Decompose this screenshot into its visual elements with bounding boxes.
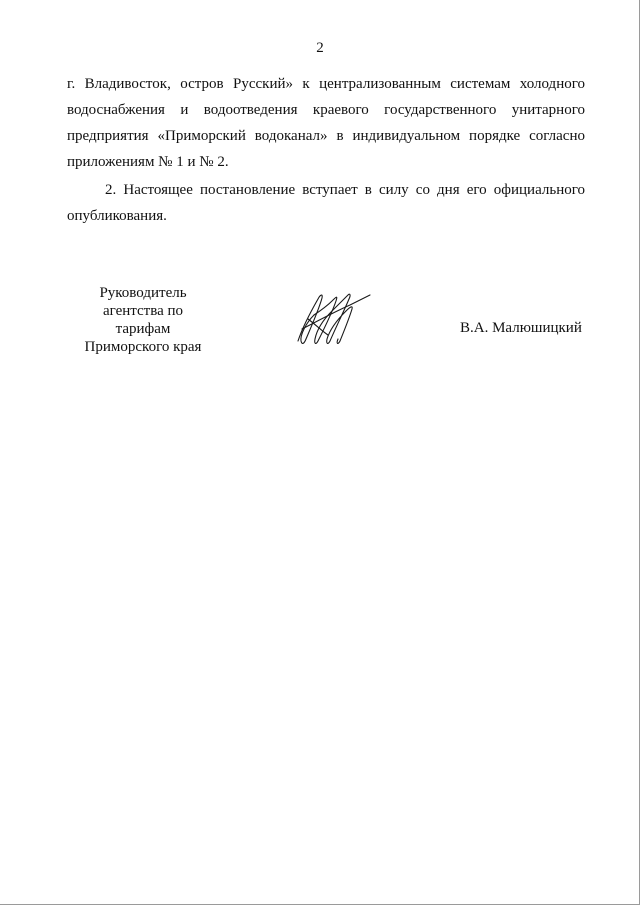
paragraph-1-line: предприятия «Приморский водоканал» в индивидуальном порядке согласно — [67, 128, 585, 144]
paragraph-2 — [67, 177, 585, 229]
signer-title-line: агентства по тарифам — [102, 303, 184, 337]
page-number: 2 — [316, 40, 324, 56]
handwritten-signature-icon — [292, 289, 374, 349]
paragraph-1 — [67, 71, 585, 175]
signer-title-line: Руководитель — [99, 285, 187, 301]
paragraph-1-line: приложениям № 1 и № 2. — [67, 154, 229, 170]
paragraph-1-line: водоснабжения и водоотведения краевого государственного унитарного — [67, 102, 585, 118]
paragraph-2-line: 2. Настоящее постановление вступает в силу со дня его официального — [105, 182, 585, 198]
signer-title-line: Приморского края — [84, 339, 202, 355]
paragraph-1-line: г. Владивосток, остров Русский» к централизованным системам холодного — [67, 76, 585, 92]
signer-title — [78, 284, 208, 356]
paragraph-2-line: опубликования. — [67, 208, 167, 224]
signer-name: В.А. Малюшицкий — [460, 320, 582, 336]
